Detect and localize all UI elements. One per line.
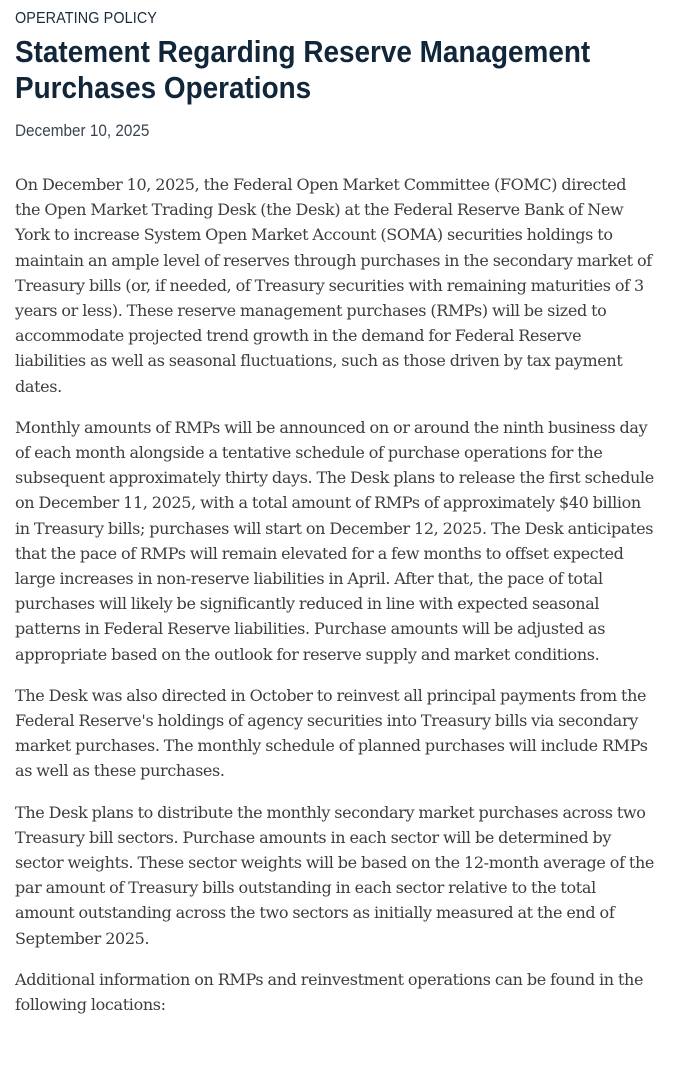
- page-title: Statement Regarding Reserve Management Purchases Operations: [15, 34, 591, 105]
- paragraph-additional-info: Additional information on RMPs and reinvestment operations can be found in the following locations:: [15, 969, 644, 1015]
- publication-date: December 10, 2025: [15, 121, 150, 140]
- section-label: OPERATING POLICY: [15, 10, 158, 27]
- article-body: [15, 172, 655, 1017]
- paragraph-monthly-amounts: Monthly amounts of RMPs will be announced on or around the ninth business day of each month alongside a tentative schedule of purchase operations for the subsequent approximately thirty days. The Desk plans to release the first schedule on December 11, 2025, with a total amount of RMPs of approximately $40 billion in Treasury bills; purchases will start on December 12, 2025. The Desk anticipates that the pace of RMPs will remain elevated for a few months to offset expected large increases in non-reserve liabilities in April. After that, the pace of total purchases will likely be significantly reduced in line with expected seasonal patterns in Federal Reserve liabilities. Purchase amounts will be adjusted as appropriate based on the outlook for reserve supply and market conditions.: [15, 417, 654, 664]
- paragraph-agency-reinvestment: The Desk was also directed in October to reinvest all principal payments from the Federal Reserve's holdings of agency securities into Treasury bills via secondary market purchases. The monthly schedule of planned purchases will include RMPs as well as these purchases.: [15, 685, 648, 781]
- paragraph-fomc-directive: On December 10, 2025, the Federal Open Market Committee (FOMC) directed the Open Market Trading Desk (the Desk) at the Federal Reserve Bank of New York to increase System Open Market Account (SOMA) securities holdings to maintain an ample level of reserves through purchases in the secondary market of Treasury bills (or, if needed, of Treasury securities with remaining maturities of 3 years or less). These reserve management purchases (RMPs) will be sized to accommodate projected trend growth in the demand for Federal Reserve liabilities as well as seasonal fluctuations, such as those driven by tax payment dates.: [15, 175, 652, 396]
- paragraph-sector-distribution: The Desk plans to distribute the monthly secondary market purchases across two Treasury bill sectors. Purchase amounts in each sector will be determined by sector weights. These sector weights will be based on the 12-month average of the par amount of Treasury bills outstanding in each sector relative to the total amount outstanding across the two sectors as initially measured at the end of September 2025.: [15, 802, 655, 948]
- article: [15, 8, 655, 1033]
